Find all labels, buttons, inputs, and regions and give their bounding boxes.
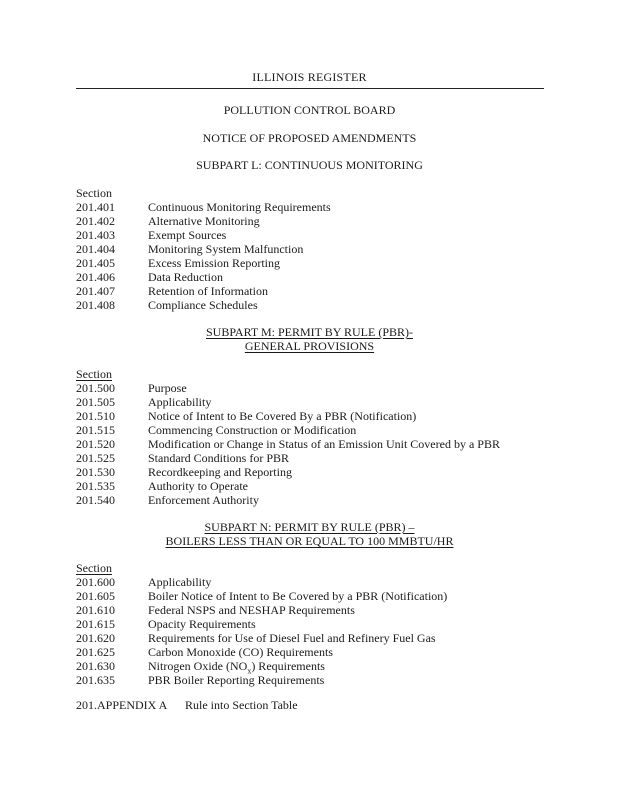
header-divider <box>76 88 544 89</box>
subpart-m-section-label: Section <box>76 367 112 381</box>
section-number: 201.620 <box>76 631 115 645</box>
section-title: Continuous Monitoring Requirements <box>148 200 331 214</box>
board-name: POLLUTION CONTROL BOARD <box>223 103 396 117</box>
list-item <box>0 645 619 659</box>
appendix-entry <box>76 698 298 713</box>
section-number: 201.510 <box>76 409 115 423</box>
section-title: Alternative Monitoring <box>148 214 260 228</box>
section-title: Applicability <box>148 395 212 409</box>
list-item <box>0 423 619 437</box>
section-number: 201.625 <box>76 645 115 659</box>
list-item <box>0 270 619 284</box>
section-number: 201.500 <box>76 381 115 395</box>
section-title: Excess Emission Reporting <box>148 256 280 270</box>
list-item <box>0 284 619 298</box>
section-title: Purpose <box>148 381 187 395</box>
list-item <box>0 479 619 493</box>
list-item <box>0 214 619 228</box>
subpart-m-title-line1: SUBPART M: PERMIT BY RULE (PBR)- <box>206 325 413 339</box>
section-title-part: Nitrogen Oxide (NO <box>148 659 248 673</box>
subpart-n-title-line2: BOILERS LESS THAN OR EQUAL TO 100 MMBTU/HR <box>165 534 454 548</box>
list-item <box>0 493 619 507</box>
subpart-l-section-label: Section <box>76 186 112 200</box>
subpart-l-title: SUBPART L: CONTINUOUS MONITORING <box>196 158 423 172</box>
list-item <box>0 659 619 676</box>
list-item <box>0 465 619 479</box>
list-item <box>0 575 619 589</box>
list-item <box>0 256 619 270</box>
section-number: 201.408 <box>76 298 115 312</box>
subpart-n-title-line1: SUBPART N: PERMIT BY RULE (PBR) – <box>204 520 415 534</box>
section-title: Opacity Requirements <box>148 617 256 631</box>
section-number: 201.405 <box>76 256 115 270</box>
section-title: PBR Boiler Reporting Requirements <box>148 673 325 687</box>
section-title: Requirements for Use of Diesel Fuel and Refinery Fuel Gas <box>148 631 436 645</box>
section-title: Modification or Change in Status of an Emission Unit Covered by a PBR <box>148 437 500 451</box>
subpart-m-title-line2: GENERAL PROVISIONS <box>244 339 375 353</box>
list-item <box>0 451 619 465</box>
appendix-title: Rule into Section Table <box>185 698 298 712</box>
section-number: 201.630 <box>76 659 115 673</box>
section-title: Standard Conditions for PBR <box>148 451 290 465</box>
section-number: 201.505 <box>76 395 115 409</box>
list-item <box>0 395 619 409</box>
register-title: ILLINOIS REGISTER <box>252 70 367 84</box>
section-title: Retention of Information <box>148 284 268 298</box>
list-item <box>0 617 619 631</box>
section-number: 201.520 <box>76 437 115 451</box>
list-item <box>0 228 619 242</box>
list-item <box>0 603 619 617</box>
list-item <box>0 631 619 645</box>
section-number: 201.406 <box>76 270 115 284</box>
section-title: Exempt Sources <box>148 228 227 242</box>
section-number: 201.635 <box>76 673 115 687</box>
section-number: 201.530 <box>76 465 115 479</box>
section-title: Recordkeeping and Reporting <box>148 465 292 479</box>
list-item <box>0 200 619 214</box>
section-number: 201.401 <box>76 200 115 214</box>
section-number: 201.402 <box>76 214 115 228</box>
list-item <box>0 381 619 395</box>
section-number: 201.615 <box>76 617 115 631</box>
section-number: 201.515 <box>76 423 115 437</box>
section-title: Data Reduction <box>148 270 223 284</box>
list-item <box>0 298 619 312</box>
section-title: Carbon Monoxide (CO) Requirements <box>148 645 333 659</box>
section-number: 201.610 <box>76 603 115 617</box>
section-number: 201.407 <box>76 284 115 298</box>
section-title: Monitoring System Malfunction <box>148 242 304 256</box>
section-title-part: ) Requirements <box>251 659 325 673</box>
section-number: 201.605 <box>76 589 115 603</box>
section-number: 201.525 <box>76 451 115 465</box>
list-item <box>0 437 619 451</box>
list-item <box>0 673 619 687</box>
subscript-x: x <box>247 666 252 676</box>
section-title: Boiler Notice of Intent to Be Covered by a PBR (Notification) <box>148 589 448 603</box>
list-item <box>0 242 619 256</box>
section-number: 201.404 <box>76 242 115 256</box>
section-title: Compliance Schedules <box>148 298 258 312</box>
section-title: Commencing Construction or Modification <box>148 423 357 437</box>
section-title: Authority to Operate <box>148 479 248 493</box>
section-number: 201.535 <box>76 479 115 493</box>
list-item <box>0 589 619 603</box>
section-title: Enforcement Authority <box>148 493 259 507</box>
subpart-n-section-label: Section <box>76 561 112 575</box>
section-number: 201.600 <box>76 575 115 589</box>
section-title: Applicability <box>148 575 212 589</box>
list-item <box>0 409 619 423</box>
notice-title: NOTICE OF PROPOSED AMENDMENTS <box>202 131 417 145</box>
section-title: Federal NSPS and NESHAP Requirements <box>148 603 355 617</box>
section-number: 201.540 <box>76 493 115 507</box>
section-title: Notice of Intent to Be Covered By a PBR (Notification) <box>148 409 417 423</box>
appendix-label: 201.APPENDIX A <box>76 698 168 712</box>
section-number: 201.403 <box>76 228 115 242</box>
